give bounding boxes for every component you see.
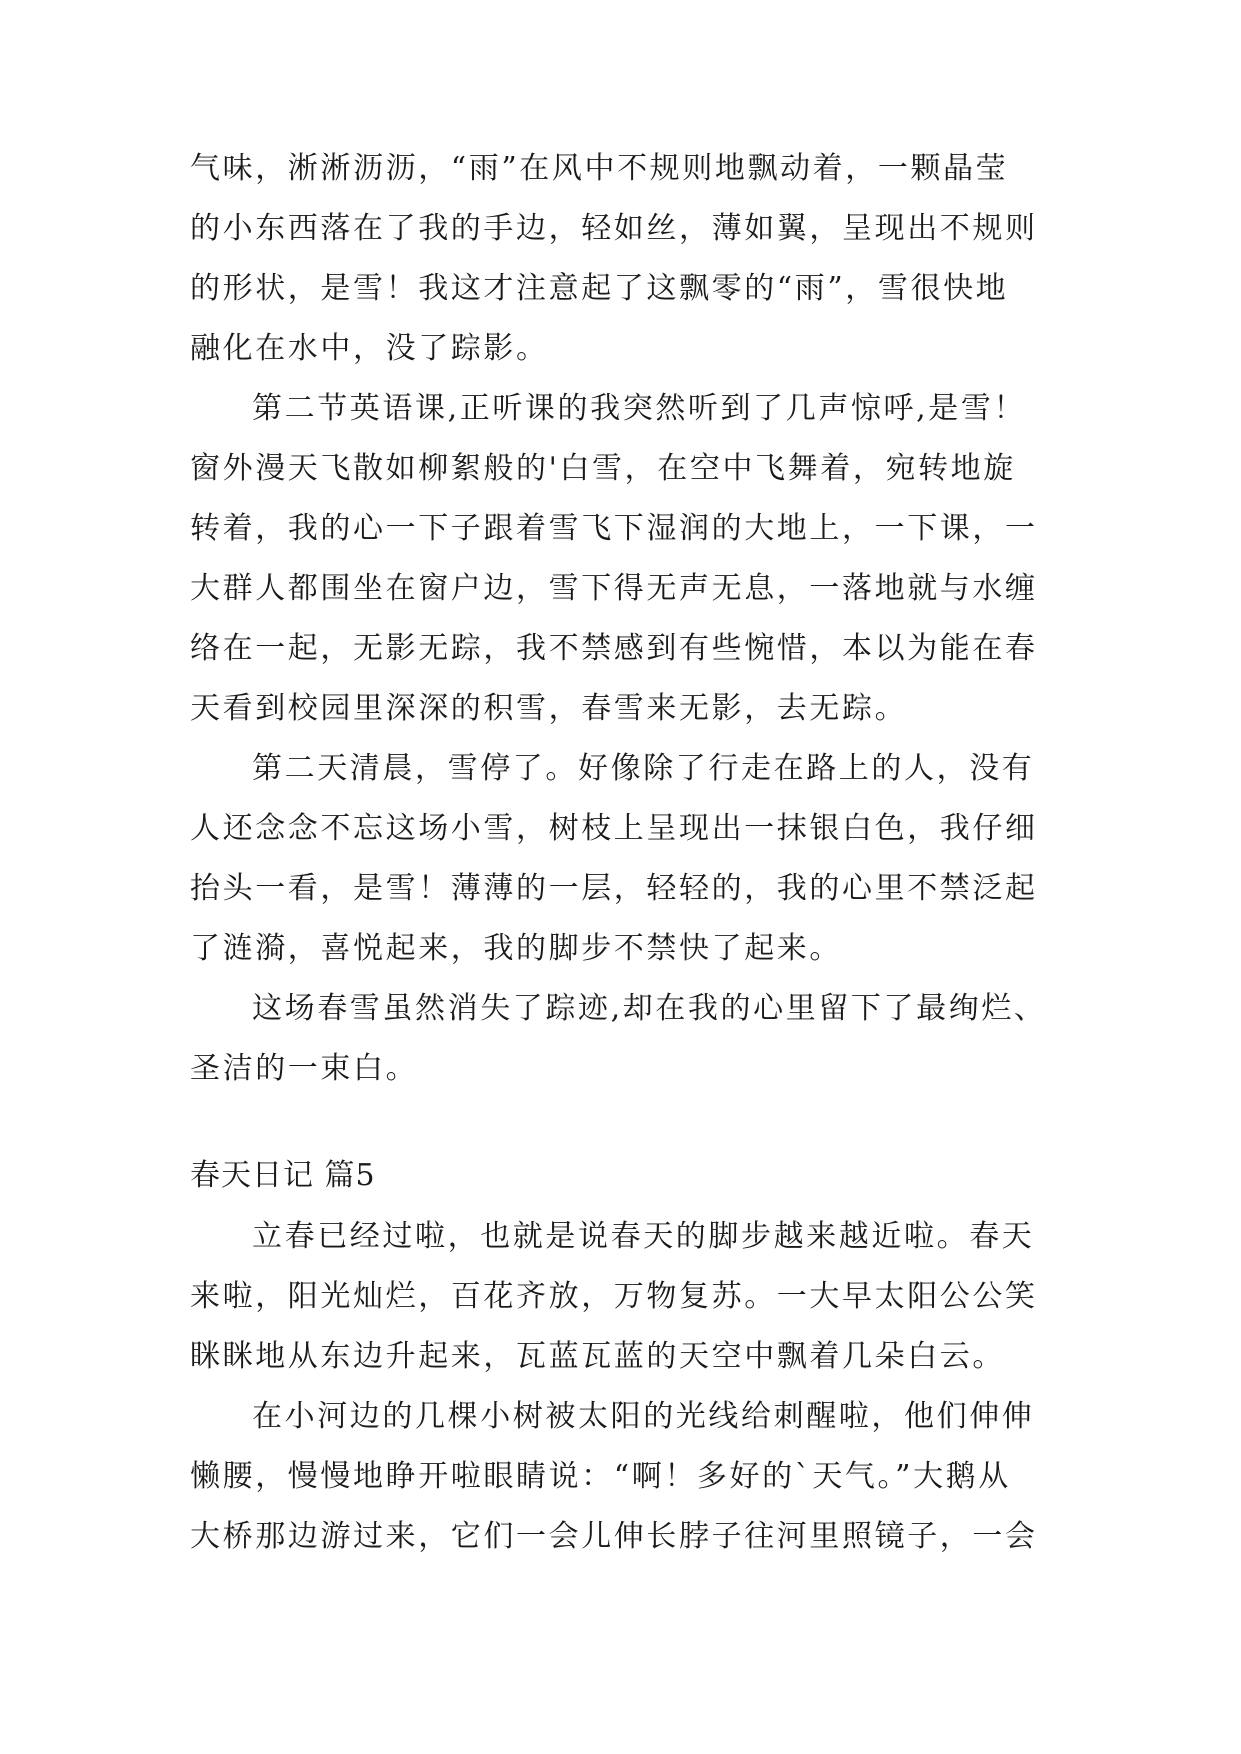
paragraph-line: 转着，我的心一下子跟着雪飞下湿润的大地上，一下课，一 — [190, 511, 1038, 546]
paragraph-line: 第二节英语课,正听课的我突然听到了几声惊呼,是雪！ — [252, 391, 1027, 426]
paragraph-line: 第二天清晨，雪停了。好像除了行走在路上的人，没有 — [252, 751, 1035, 786]
paragraph-line: 的小东西落在了我的手边，轻如丝，薄如翼，呈现出不规则 — [190, 211, 1038, 246]
paragraph-line: 立春已经过啦，也就是说春天的脚步越来越近啦。春天 — [252, 1219, 1035, 1254]
paragraph-line: 人还念念不忘这场小雪，树枝上呈现出一抹银白色，我仔细 — [190, 811, 1038, 846]
paragraph-line: 的形状，是雪！我这才注意起了这飘零的“雨”，雪很快地 — [190, 271, 1009, 306]
paragraph-line: 络在一起，无影无踪，我不禁感到有些惋惜，本以为能在春 — [190, 631, 1038, 666]
paragraph-line: 在小河边的几棵小树被太阳的光线给刺醒啦，他们伸伸 — [252, 1399, 1035, 1434]
paragraph-line: 抬头一看，是雪！薄薄的一层，轻轻的，我的心里不禁泛起 — [190, 871, 1038, 906]
paragraph-line: 气味，淅淅沥沥，“雨”在风中不规则地飘动着，一颗晶莹 — [190, 151, 1009, 186]
section-heading: 春天日记 篇5 — [190, 1158, 376, 1193]
paragraph-line: 来啦，阳光灿烂，百花齐放，万物复苏。一大早太阳公公笑 — [190, 1279, 1038, 1314]
paragraph-line: 窗外漫天飞散如柳絮般的'白雪，在空中飞舞着，宛转地旋 — [190, 451, 1016, 486]
paragraph-line: 融化在水中，没了踪影。 — [190, 331, 549, 366]
paragraph-line: 这场春雪虽然消失了踪迹,却在我的心里留下了最绚烂、 — [252, 991, 1047, 1026]
paragraph-line: 懒腰，慢慢地睁开啦眼睛说：“啊！多好的`天气。”大鹅从 — [190, 1459, 1011, 1494]
paragraph-line: 大桥那边游过来，它们一会儿伸长脖子往河里照镜子，一会 — [190, 1519, 1038, 1554]
paragraph-line: 眯眯地从东边升起来，瓦蓝瓦蓝的天空中飘着几朵白云。 — [190, 1339, 1005, 1374]
paragraph-line: 圣洁的一束白。 — [190, 1051, 419, 1086]
paragraph-line: 了涟漪，喜悦起来，我的脚步不禁快了起来。 — [190, 931, 842, 966]
paragraph-line: 天看到校园里深深的积雪，春雪来无影，去无踪。 — [190, 691, 908, 726]
paragraph-line: 大群人都围坐在窗户边，雪下得无声无息，一落地就与水缠 — [190, 571, 1038, 606]
